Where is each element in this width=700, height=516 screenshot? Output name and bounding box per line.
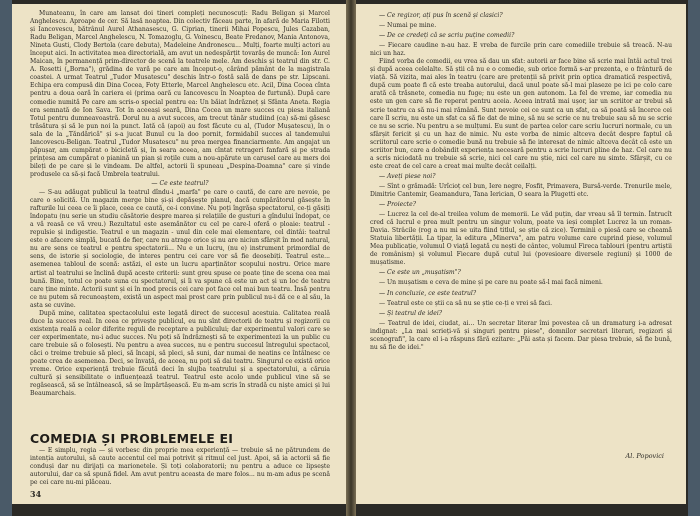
article-title: COMEDIA ȘI PROBLEMELE EI bbox=[30, 431, 234, 446]
page-number: 34 bbox=[30, 489, 42, 499]
interview-question: — Ce este un „mușatism"? bbox=[379, 269, 461, 277]
paragraph: După mine, calitatea spectacolului este legată direct de succesul acestuia. Calitatea reală duce la succes real. In ceea ce privește publicul, eu nu sînt directorii de teatru și regizorii cu existența reală a celor diferite reguli de receptare a publicului; dar experimentul valori care se cer experimentate, nu-i aduc succes. Nu poți să îndrăznești să te experimentezi la un public cu care trebuie să o folosești. Nu pentru a avea succes, nu e pentru succesul întregului spectacol, căci o treime trebuie să pleci, să încapi, să pleci, să suni, dar numai de neatins ce întâlnesc ce poate crea de asemenea. Deci, se învață, de aceea, nu poți să dai teatru. Singurul ce există orice vreme. Orice experiență trebuie făcută deci în slujba teatrului și a spectatorului, a căruia cultură și sensibilitate o influențează teatrul. Teatrul este acolo unde publicul vine să se regăsească, să se întâlnească, să se împărtășească. Eu m-am scris în stradă cu niște amici și lui Beaumarchais. bbox=[30, 309, 330, 398]
interview-question: — Și teatrul de idei? bbox=[379, 309, 443, 317]
left-page bbox=[12, 4, 346, 504]
book-cover-edge-right bbox=[688, 0, 700, 516]
paragraph: — S-au adăugat publicul la teatrul dîndu-i „marfa" pe care o caută, de care are nevoie, pe care o solicită. Un magazin merge bine și-și depășește planul, dacă cumpărătorul găsește în rafturile lui ceea ce îi place, ceea ce caută, ce-i convine. Nu poți îngrășa spectatorul, ce-ți găsiți îndopatu (nu serie un studiu căsătorie despre marea și relațiile de gusturi a gîndului îndopat, ce a vă reasă ce vă vreu.) Rezultatul este asemănător cu cel pe care-l oferă o ploaie: teatrul - repulsie și indigestie. Teatrul e un magazin - unul din cele mai elementare, cel dintâi: teatrul este o afacere simplă, bucată de fier, care nu atrage orice și nu are niciun sfârșit în mod natural, nu are sens ce teatrul e pentru spectatorii... Nu e un lucru, (nu e) instrument primordial de sens, de istorie și sociologie, de interes pentru cei care vor să fie deosebiți. Teatrul este... asemenea tabloul de scenă: astăzi, el este un lucru aparținător scopului nostru. Orice mare artist al teatrului se înclină după aceste criterii: sunt greu spuse ce poate ține de scena cea mai bună. Bine, totul ce poate suna cu spectatorul, și îi va spune că este un act și un loc de teatru care ține minte. Actorii sunt și ei în mod precis cei care pot face cel mai bun teatru. Însă pentru ce nu putem să recunoaștem, există un aspect mai prost care prin publicul nu-i dă ce e al său, la asta se cuvine. bbox=[30, 189, 330, 309]
left-page-bottom-text bbox=[30, 447, 330, 487]
interview-question: — Aveți piese noi? bbox=[379, 172, 436, 180]
right-page-text bbox=[370, 10, 672, 352]
interview-question: — Ce regizor, ați pus în scenă și clasici? bbox=[379, 12, 503, 19]
paragraph: Munateanu, în care am lansat doi tineri compleți necunoscuți: Radu Beligan și Marcel Anghelescu. Aproape de cer. Să lasă noaptea. Din colectiv făceau parte, în afară de Maria Filotti și Iancovescu, bătrânul Aurel Athanasescu, G. Ciprian, tinerii Mihai Popescu, Jules Cazaban, Radu Beligan, Marcel Anghelescu, N. Tomazoglu, G. Voinescu, Beate Fredanov, Mania Antonova, Nineta Gusti, Clody Bertola (care debuta), Madeleine Andronescu... Mulți, foarte mulți actori au început aici. In activitatea mea directorială, am avut un nedespărțit tovarăș de muncă: Ion Aurel Maican, în permanență prim-director de scenă la teatrele mele. Am deschis și teatrul din str. C. A. Rosetti („Borna"), grădina de vară pe care am început-o, cărând pământ de la magistrala coastei. A urmat Teatrul „Tudor Musatescu" deschis într-o fostă sală de dans pe str. Lipscani. Echipa era compusă din Dina Cocea, Foty Etterle, Marcel Anghelescu etc. Acil, Dina Cocea cînta pentru a doua oară în cariera ei (prima oară cu Iancovescu în Noaptea de furtună). După care comedie numită Pe care am scris-o special pentru ea: Un băiat îndrăzneț și Sfânta Aneta. Regia era semnată de Ion Sava. Tot în aceeași seară, Dina Cocea un mare succes cu piesa italiană Totul pentru dumneavoastră. Dorul nu a avut succes, am trecut tânăr studiind (ca) să-mi găsesc trăsătura și să le pun noi la punct. Iată că (apoi) au fost făcute cu al, (Tudor Mușatescu), în o sala de la „Tăndărică" și s-a jucat Bunul cu la doo pornit, formidabil succes al tandemului Iancovescu-Beligan. Teatrul „Tudor Musatescu" nu prea mergea financiarmente. Am angajat un păpușar, am cumpărat o bicicletă și, în seara aceea, am cîntat retrageri fanfară și pe strada prințesa am cumpărat o pianină un pian și roțile cum a nou-apărute un carusel care au mers doi bileți de pe care și le vindeam. De altfel, actorii îi spuneau „Despina-Doamna" care și vinde produsele ca să-și facă Umbrela teatrului. bbox=[30, 10, 330, 178]
interview-answer: — Sînt o grămadă: Urîcioț cel bun, Iere negre, Fosfit, Primavera, Bursă-verde. Trenurile mele, Dimitrie Cantemir, Geamandura, Tana Ierician, O seara la Plugetti etc. bbox=[370, 182, 672, 198]
interview-question: — Proiecte? bbox=[379, 201, 417, 209]
left-page-text bbox=[30, 10, 330, 398]
interview-answer: — Lucrez la cel de-al treilea volum de memorii. Le văd puțin, dar vreau să îl termin. Întrucît cred că lucrul e prea mult pentru un singur volum, poate va ieși complet Lucrez la un roman-Davia. Strâcile (rog a nu mi se uita fiind titlul, se știe că zice). Terminii o piesă care se cheamă Statuia libertății. La tipar, la editura „Minerva", am patru volume care cuprind piese, volumul Mea publicație, volumul O viață legată cu nești de cântec, volumul Fireca tablouri (pentru artiștii de românism) și volumul Fiecare după cutul lui (povesioare diversele regiuni) și 1000 de mușatisme. bbox=[370, 211, 672, 267]
interview-question: — De ce credeți că se scriu puține comedii? bbox=[379, 32, 515, 40]
interview-answer: — Fiecare caudine n-au haz. E vreba de furcile prin care comediile trebuie să treacă. N-au nici un haz. bbox=[370, 42, 672, 58]
interview-question: — In concluzie, ce este teatrul? bbox=[379, 289, 477, 297]
interview-answer: — Numai pe mine. bbox=[379, 22, 437, 30]
book-cover-edge-left bbox=[0, 0, 12, 516]
author-signature: Al. Popovici bbox=[625, 452, 664, 460]
interview-answer: — Un mușatism e ceva de mine și pe care nu poate să-l mai facă nimeni. bbox=[379, 279, 603, 287]
book-gutter bbox=[346, 0, 356, 516]
interview-answer: Fiind vorba de comedii, eu vrea să dau un sfat: autorii ar face bine să scrie mai întâi actul trei și după aceea celelalte. Să știi că nu e o comedie, sub orice formă s-ar prezenta, e o frântură de viață. Să vizita, mai ales în teatru (care are pretenții să privit prin optica dramatică respectivă, după cum poate fi că este treaba autorului, dacă unul poate să-l mai plaseze pe ici pe colo care arată că trăsnete, comedia nu fuge; nu este un gen autonom. La fel de vreme, iar comedia nu este un gen care să fie reperat pentru aceia. Aceea intrată mai ușor, iar un scriitor ar trebui să scrie teatru ca să nu-i mai rămână. Sunt nevoie cei ce sunt ca un sfat, ca să poată să încerce cei care îl scriu, nu este un sfat ca să fie dat de mine, să nu se scrie ce nu trebuie sau să nu se scrie ce nu se scrie. Nu pentru a se mulțumi. Eu sunt de partea celor care scriu lucruri normale, cu un sfârșit fericit și cu un haz de nimic. Nu este vorba de nimic altceva decât despre faptul că scriitorul care scrie o comedie bună nu trebuie să fie interesat de nimic altceva decât că este un scriitor bun, care a dobândit experiența necesară pentru a scrie lucruri pline de haz. Cel care nu a scris niciodată nu trebuie să scrie, nici cel care nu știe, nici cel care nu simte. Sfârșit, cu ce este creat de cel care a creat mai multe decât ceilalți. bbox=[370, 58, 672, 170]
interview-answer: — Teatrul de idei, ciudat, ai... Un secretar literar îmi povestea că un dramaturg i-a adresat indignat: „La mai scrieți-vă și singuri pentru piese", domnilor secretari literari, regizori și scenografi", la care el i-a răspuns fără ezitare: „Păi asta și facem. Dar piesa trebuie, să fie bună, nu să fie de idei." bbox=[370, 319, 672, 351]
right-page bbox=[356, 4, 686, 504]
paragraph: — E simplu, regia — și vorbesc din proprie mea experiență — trebuie să ne pătrundem de intenția autorului, să caute accentul cel mai potrivit și ritmul cel just. Apoi, să ia actorii să fie conduși dar nu dirijați ca marionetele. Și toți colaboratorii; nu pentru a aduce ce lipsește autorului, dar ca să spună fidel. Am avut pentru aceasta de mare folos... nu m-am adus pe scenă pe cei care nu-mi plăceau. bbox=[30, 447, 330, 487]
section-separator: — Ce este teatrul? bbox=[151, 179, 209, 187]
interview-answer: — Teatrul este ce știi ca să nu se știe ce-ți e vrei să faci. bbox=[379, 299, 553, 307]
